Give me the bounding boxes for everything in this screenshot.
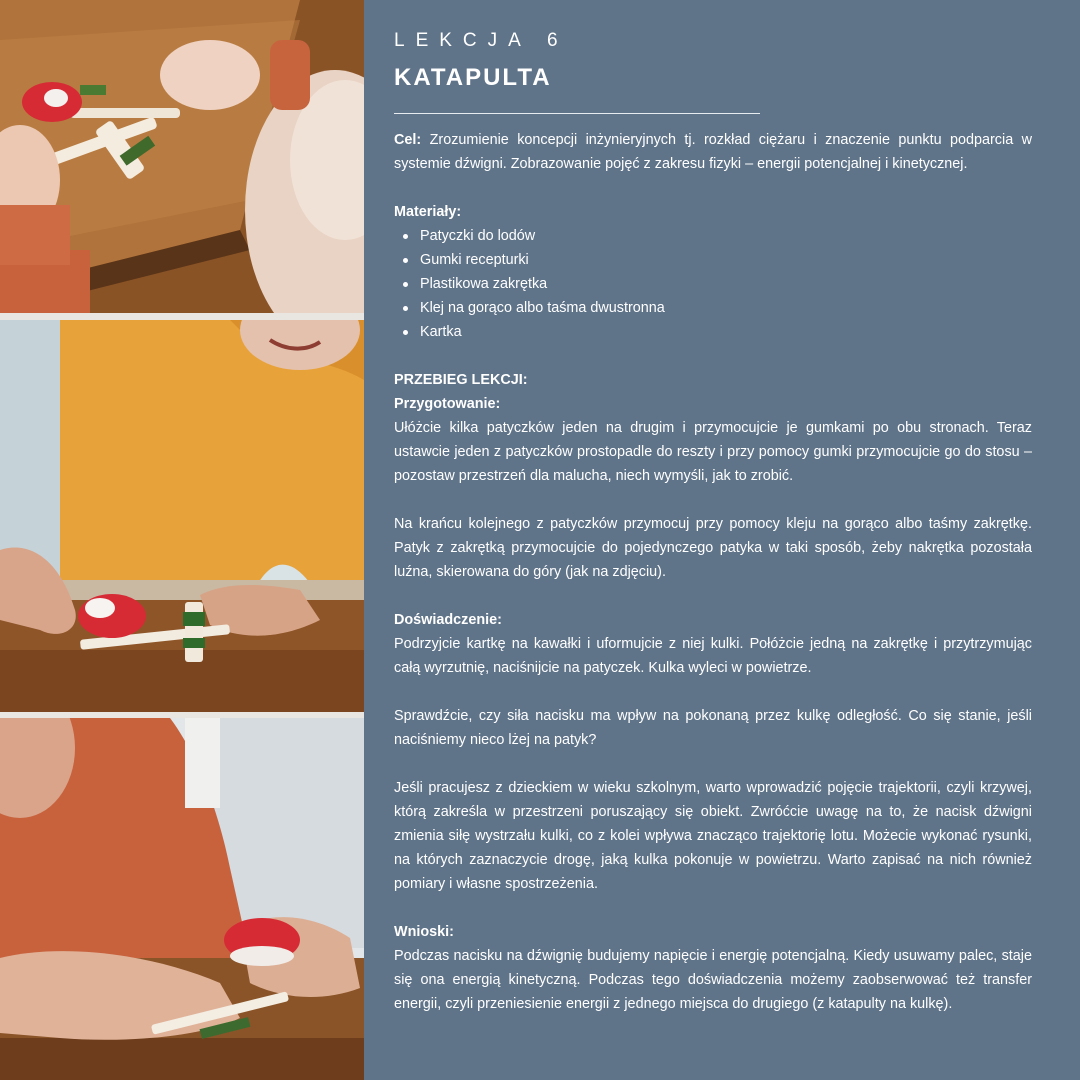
materials-list [394,224,1032,344]
preparation-paragraph-2: Na krańcu kolejnego z patyczków przymocuj przy pomocy kleju na gorąco albo taśmy zakrętkę. Patyk z zakrętką przymocujcie do pojedynczego patyka w taki sposób, żeby nakrętka pozostała luźna, skierowana do góry (jak na zdjęciu). [394,516,1032,580]
lesson-panel [364,0,1080,1080]
photo-column [0,0,364,1080]
photo-catapult-top-view [0,0,364,313]
photo-catapult-closeup [0,718,364,1080]
materials-item: Klej na gorąco albo taśma dwustronna [420,296,1032,320]
conclusions-label: Wnioski: [394,924,454,940]
goal-paragraph [394,128,1032,176]
experiment-paragraph-1: Podrzyjcie kartkę na kawałki i uformujcie z niej kulki. Połóżcie jedną na zakrętkę i przytrzymując całą wyrzutnię, naciśnijcie na patyczek. Kulka wyleci w powietrze. [394,636,1032,676]
title-divider [394,113,760,114]
procedure-heading: PRZEBIEG LEKCJI: [394,372,528,388]
materials-item: Patyczki do lodów [420,224,1032,248]
preparation-paragraph-1: Ułóżcie kilka patyczków jeden na drugim i przymocujcie je gumkami po obu stronach. Teraz ustawcie jeden z patyczków prostopadle do reszty i przy pomocy gumki przymocujcie go do stosu – pozostaw przestrzeń dla malucha, niech wymyśli, jak to zrobić. [394,420,1032,484]
preparation-label: Przygotowanie: [394,396,501,412]
lesson-title: KATAPULTA [394,64,552,91]
lesson-content [394,28,1032,1016]
materials-item: Gumki recepturki [420,248,1032,272]
experiment-paragraph-2: Sprawdźcie, czy siła nacisku ma wpływ na pokonaną przez kulkę odległość. Co się stanie, jeśli naciśniemy nieco lżej na patyk? [394,708,1032,748]
photo-child-launching [0,320,364,712]
conclusions-paragraph: Podczas nacisku na dźwignię budujemy napięcie i energię potencjalną. Kiedy usuwamy palec, staje się ona energią kinetyczną. Podczas tego doświadczenia możemy zaobserwować też transfer energii, czyli przeniesienie energii z jednego miejsca do drugiego (z katapulty na kulkę). [394,948,1032,1012]
materials-label: Materiały: [394,204,462,220]
materials-item: Kartka [420,320,1032,344]
experiment-label: Doświadczenie: [394,612,502,628]
materials-item: Plastikowa zakrętka [420,272,1032,296]
goal-text: Zrozumienie koncepcji inżynieryjnych tj. rozkład ciężaru i znaczenie punktu podparcia w systemie dźwigni. Zobrazowanie pojęć z zakresu fizyki – energii potencjalnej i kinetycznej. [394,132,1033,172]
goal-label: Cel: [394,132,422,148]
experiment-paragraph-3: Jeśli pracujesz z dzieckiem w wieku szkolnym, warto wprowadzić pojęcie trajektorii, czyli krzywej, którą zakreśla w przestrzeni poruszający się obiekt. Zwróćcie uwagę na to, że nacisk dźwigni zmienia siłę wystrzału kulki, co z kolei wpływa znacząco trajektorię lotu. Możecie wykonać rysunki, na których zaznaczycie drogę, jaką kulka pokonuje w powietrzu. Warto zapisać na nich również pomiary i własne spostrzeżenia. [394,780,1032,892]
lesson-number: LEKCJA 6 [394,30,569,51]
